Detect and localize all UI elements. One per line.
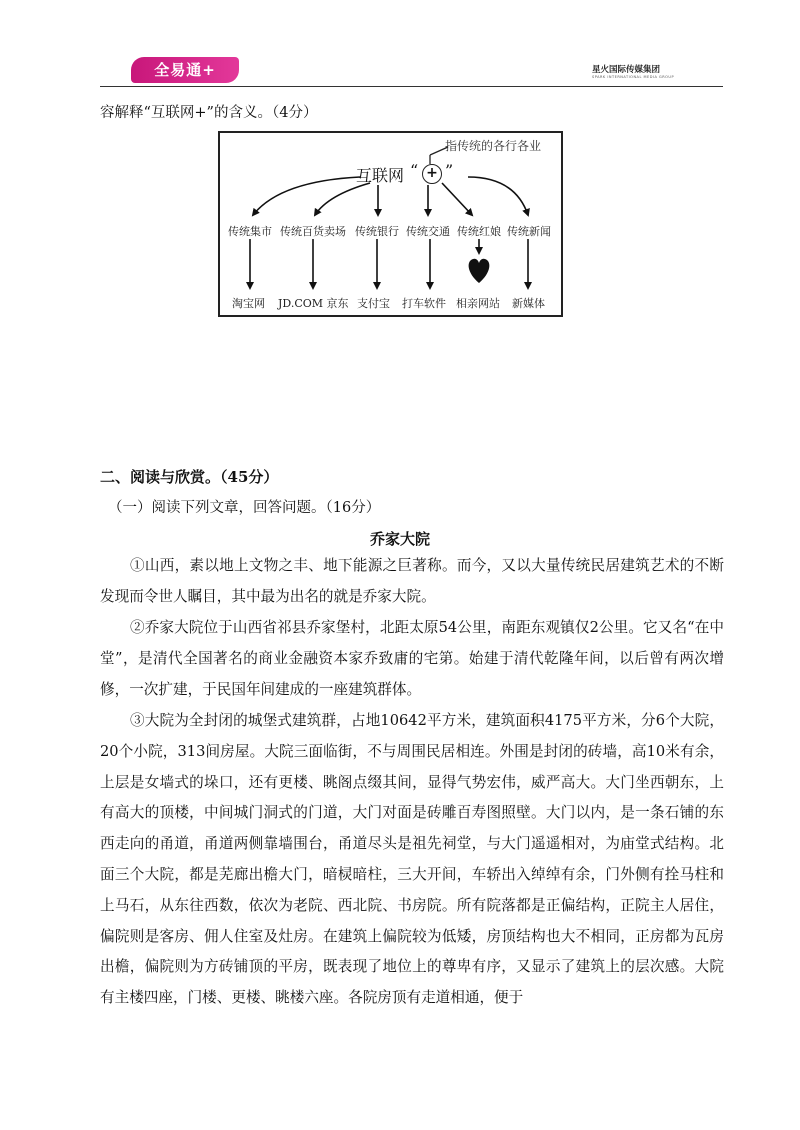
quote-open: “ bbox=[410, 161, 419, 180]
diagram-note: 指传统的各行各业 bbox=[445, 139, 542, 153]
subsection-heading: （一）阅读下列文章，回答问题。（16分） bbox=[108, 500, 381, 516]
arrow-to-category bbox=[468, 177, 528, 215]
arrow-to-category bbox=[315, 183, 370, 215]
result-label: 支付宝 bbox=[357, 297, 390, 310]
category-label: 传统交通 bbox=[406, 225, 450, 238]
category-label: 传统集市 bbox=[228, 225, 272, 238]
header-divider bbox=[100, 86, 723, 87]
result-label: 淘宝网 bbox=[232, 297, 265, 310]
article-paragraph: ②乔家大院位于山西省祁县乔家堡村，北距太原54公里，南距东观镇仅2公里。它又名“在中堂”，是清代全国著名的商业金融资本家乔致庸的宅第。始建于清代乾隆年间，以后曾有两次增修，一次扩建，于民国年间建成的一座建筑群体。 bbox=[100, 619, 724, 698]
section-heading: 二、阅读与欣赏。（45分） bbox=[100, 468, 279, 486]
article-title: 乔家大院 bbox=[369, 530, 430, 548]
result-label: 相亲网站 bbox=[456, 297, 500, 310]
plus-circle: + bbox=[422, 164, 442, 184]
heart-icon bbox=[469, 259, 490, 283]
quote-close: ” bbox=[445, 161, 454, 180]
category-label: 传统新闻 bbox=[507, 225, 551, 238]
question-prompt: 容解释“互联网+”的含义。（4分） bbox=[100, 105, 318, 121]
brand-logo: 全易通+ bbox=[131, 57, 239, 83]
category-label: 传统银行 bbox=[355, 225, 399, 238]
article-paragraph: ③大院为全封闭的城堡式建筑群，占地10642平方米，建筑面积4175平方米，分6个大院，20个小院，313间房屋。大院三面临街，不与周围民居相连。外围是封闭的砖墙，高10米有余，上层是女墙式的垛口，还有更楼、眺阁点缀其间，显得气势宏伟，威严高大。大门坐西朝东，上有高大的顶楼，中间城门洞式的门道，大门对面是砖雕百寿图照壁。大门以内，是一条石铺的东西走向的甬道，甬道两侧靠墙围台，甬道尽头是祖先祠堂，与大门遥遥相对，为庙堂式结构。北面三个大院，都是芜廊出檐大门，暗棂暗柱，三大开间，车轿出入绰绰有余，门外侧有拴马柱和上马石，从东往西数，依次为老院、西北院、书房院。所有院落都是正偏结构，正院主人居住，偏院则是客房、佣人住室及灶房。在建筑上偏院较为低矮，房顶结构也大不相同，正房都为瓦房出檐，偏院则为方砖铺顶的平房，既表现了地位上的尊卑有序，又显示了建筑上的层次感。大院有主楼四座，门楼、更楼、眺楼六座。各院房顶有走道相通，便于 bbox=[100, 712, 724, 1007]
arrow-to-category bbox=[442, 183, 472, 215]
result-label: 打车软件 bbox=[402, 297, 446, 310]
result-label: 新媒体 bbox=[512, 297, 545, 310]
publisher-name: 星火国际传媒集团 bbox=[592, 65, 661, 75]
publisher-subtitle: SPARK INTERNATIONAL MEDIA GROUP bbox=[592, 75, 675, 79]
category-label: 传统红娘 bbox=[457, 225, 501, 238]
diagram-main-label: 互联网 bbox=[356, 166, 405, 185]
article-paragraph: ①山西，素以地上文物之丰、地下能源之巨著称。而今，又以大量传统民居建筑艺术的不断发现而令世人瞩目，其中最为出名的就是乔家大院。 bbox=[100, 557, 724, 605]
result-label: JD.COM 京东 bbox=[278, 297, 349, 310]
category-label: 传统百货卖场 bbox=[280, 225, 346, 238]
arrow-to-category bbox=[253, 177, 360, 215]
internet-plus-diagram bbox=[218, 131, 563, 317]
